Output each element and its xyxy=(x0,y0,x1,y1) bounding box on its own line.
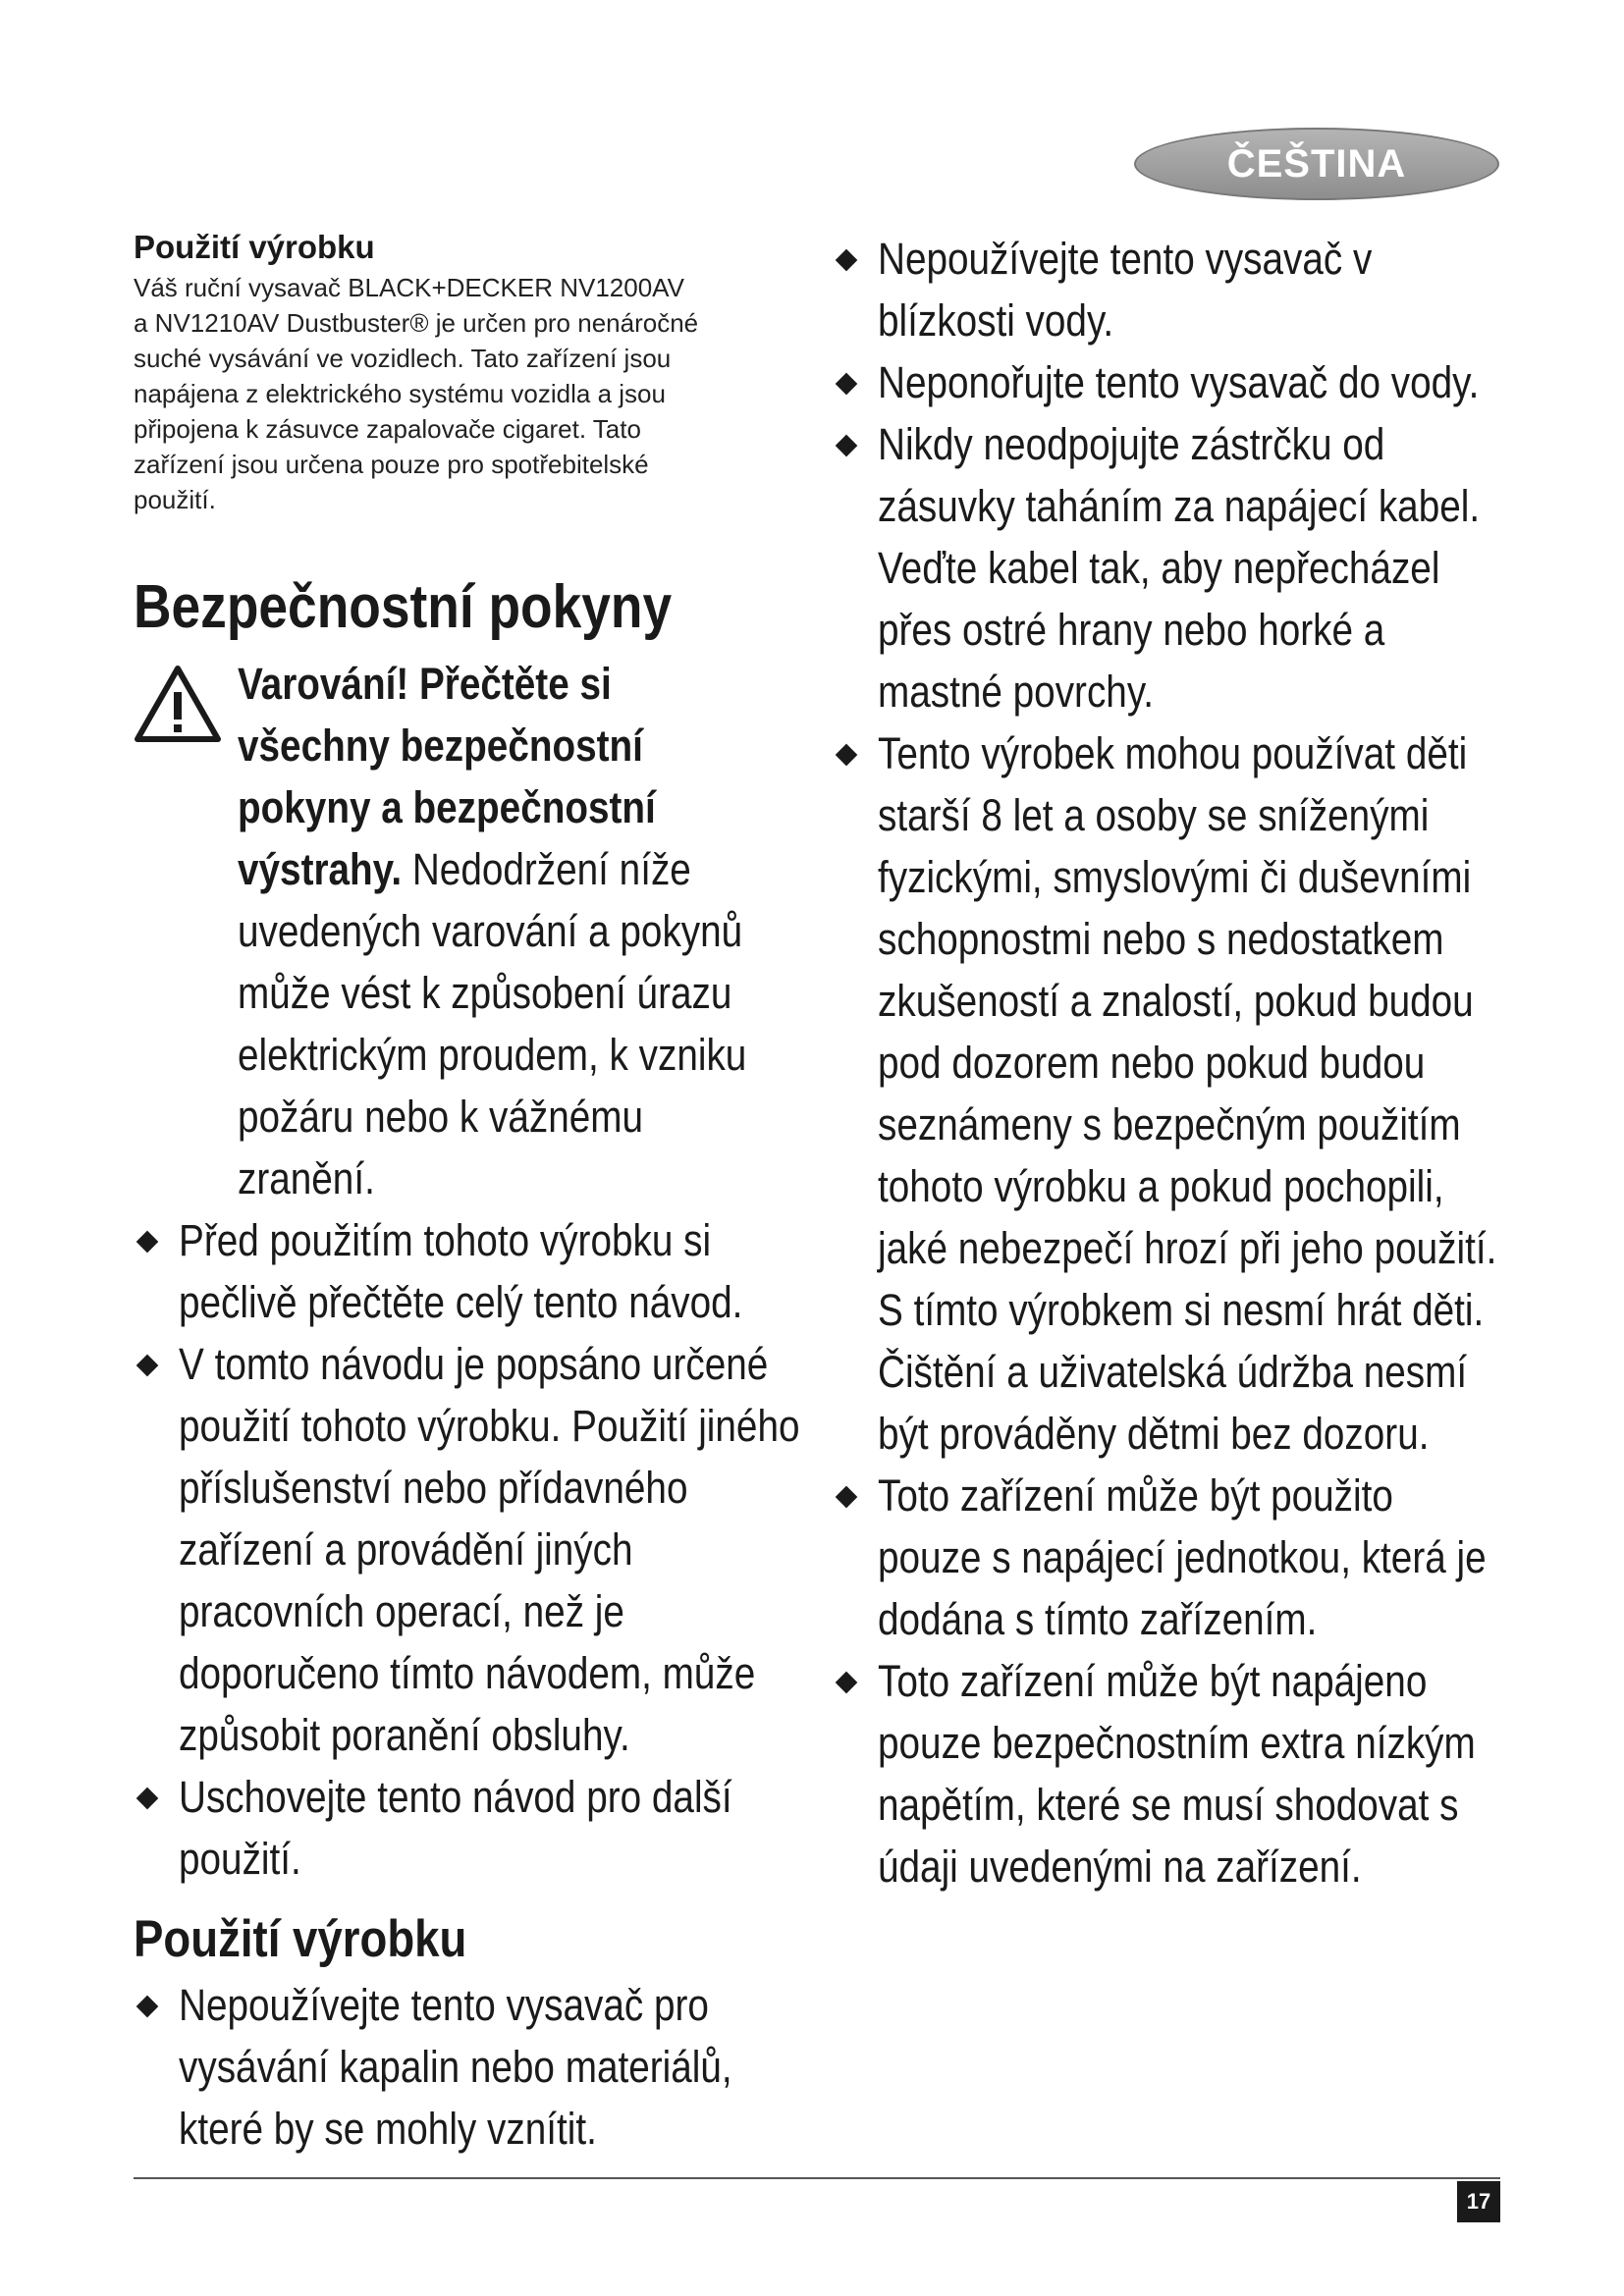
page-number: 17 xyxy=(1457,2181,1500,2222)
bullet-diamond-icon xyxy=(136,1355,159,1377)
list-item-text: Nepoužívejte tento vysavač pro vysávání kapalin nebo materiálů, které by se mohly vznítit. xyxy=(179,1980,732,2154)
bullet-diamond-icon xyxy=(836,744,858,767)
usage-bullets-right xyxy=(833,228,1520,1897)
intro-line: a NV1210AV Dustbuster® je určen pro nenáročné xyxy=(134,308,699,338)
footer-rule xyxy=(134,2177,1500,2179)
list-item xyxy=(833,413,1520,722)
list-item-text: Uschovejte tento návod pro další použití. xyxy=(179,1772,732,1884)
list-item xyxy=(833,1465,1520,1650)
bullet-diamond-icon xyxy=(836,373,858,396)
usage-bullets-left xyxy=(134,1974,811,2160)
list-item xyxy=(833,351,1520,413)
bullet-diamond-icon xyxy=(836,435,858,457)
warning-bold: Varování! Přečtěte si všechny bezpečnostní pokyny a bezpečnostní výstrahy. xyxy=(238,659,656,894)
warning-block xyxy=(134,653,811,1209)
language-badge: ČEŠTINA xyxy=(1134,128,1499,200)
warning-text xyxy=(238,653,761,1209)
list-item xyxy=(134,1974,811,2160)
list-item xyxy=(134,1333,811,1766)
list-item xyxy=(833,1650,1520,1897)
intro-line: napájena z elektrického systému vozidla a jsou xyxy=(134,379,666,408)
intro-text xyxy=(134,270,811,517)
right-column xyxy=(833,228,1520,1897)
intro-line: suché vysávání ve vozidlech. Tato zařízení jsou xyxy=(134,344,672,373)
list-item-text: Tento výrobek mohou používat děti starší 8 let a osoby se sníženými fyzickými, smyslovými či duševními schopnostmi nebo s nedostatkem zkušeností a znalostí, pokud budou pod dozorem nebo pokud budou seznámeny s bezpečným použitím tohoto výrobku a pokud pochopili, jaké nebezpečí hrozí při jeho použití. S tímto výrobkem si nesmí hrát děti. Čištění a uživatelská údržba nesmí být prováděny dětmi bez dozoru. xyxy=(878,728,1497,1459)
bullet-diamond-icon xyxy=(136,1996,159,2018)
list-item-text: Toto zařízení může být použito pouze s napájecí jednotkou, která je dodána s tímto zařízením. xyxy=(878,1470,1487,1644)
list-item-text: Toto zařízení může být napájeno pouze bezpečnostním extra nízkým napětím, které se musí shodovat s údaji uvedenými na zařízení. xyxy=(878,1656,1476,1892)
usage-heading: Použití výrobku xyxy=(134,1910,467,1968)
bullet-diamond-icon xyxy=(136,1788,159,1810)
left-column xyxy=(134,228,811,2160)
warning-body: Nedodržení níže uvedených varování a pokynů může vést k způsobení úrazu elektrickým proudem, k vzniku požáru nebo k vážnému zranění. xyxy=(238,844,747,1203)
bullet-diamond-icon xyxy=(136,1231,159,1254)
intro-line: Váš ruční vysavač BLACK+DECKER NV1200AV xyxy=(134,273,684,302)
list-item xyxy=(833,722,1520,1465)
safety-bullets xyxy=(134,1209,811,1890)
bullet-diamond-icon xyxy=(836,249,858,272)
list-item xyxy=(833,228,1520,351)
list-item-text: Neponořujte tento vysavač do vody. xyxy=(878,357,1480,407)
intro-line: použití. xyxy=(134,485,216,514)
safety-heading: Bezpečnostní pokyny xyxy=(134,573,673,641)
list-item-text: Nikdy neodpojujte zástrčku od zásuvky taháním za napájecí kabel. Veďte kabel tak, aby nepřecházel přes ostré hrany nebo horké a mastné povrchy. xyxy=(878,419,1481,717)
warning-triangle-icon xyxy=(134,665,222,743)
list-item xyxy=(134,1209,811,1333)
intro-line: připojena k zásuvce zapalovače cigaret. Tato xyxy=(134,414,641,444)
bullet-diamond-icon xyxy=(836,1486,858,1509)
intro-title: Použití výrobku xyxy=(134,229,375,265)
intro-line: zařízení jsou určena pouze pro spotřebitelské xyxy=(134,450,649,479)
list-item xyxy=(134,1766,811,1890)
list-item-text: Nepoužívejte tento vysavač v blízkosti vody. xyxy=(878,234,1373,346)
list-item-text: Před použitím tohoto výrobku si pečlivě přečtěte celý tento návod. xyxy=(179,1215,743,1327)
bullet-diamond-icon xyxy=(836,1672,858,1694)
list-item-text: V tomto návodu je popsáno určené použití tohoto výrobku. Použití jiného příslušenství nebo přídavného zařízení a provádění jiných pracovních operací, než je doporučeno tímto návodem, může způsobit poranění obsluhy. xyxy=(179,1339,800,1760)
